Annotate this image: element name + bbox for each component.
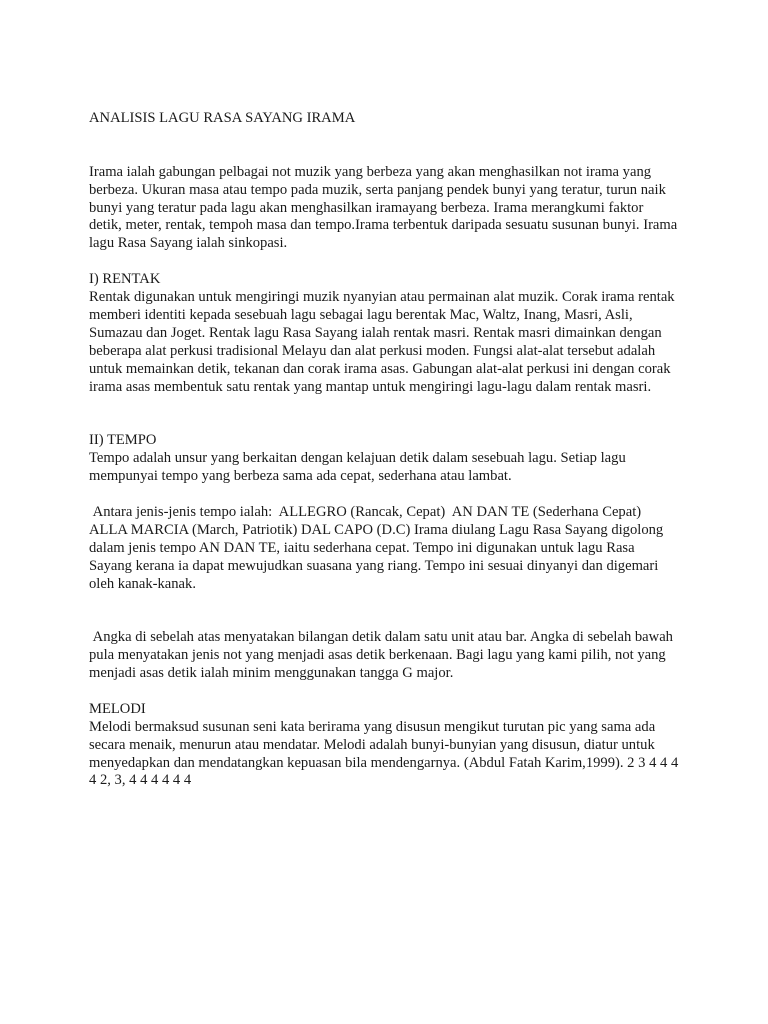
rentak-heading: I) RENTAK bbox=[89, 271, 161, 288]
document-content bbox=[89, 110, 679, 790]
spacer bbox=[89, 486, 679, 504]
spacer bbox=[89, 128, 679, 164]
angka-paragraph: Angka di sebelah atas menyatakan bilangan detik dalam satu unit atau bar. Angka di sebelah bawah pula menyatakan jenis not yang menjadi asas detik berkenaan. Bagi lagu yang kami pilih, not yang menjadi asas detik ialah minim menggunakan tangga G major. bbox=[89, 629, 677, 682]
tempo-types-paragraph: Antara jenis-jenis tempo ialah: ALLEGRO (Rancak, Cepat) AN DAN TE (Sederhana Cepat) ALLA MARCIA (March, Patriotik) DAL CAPO (D.C) Irama diulang Lagu Rasa Sayang digolong dalam jenis tempo AN DAN TE, iaitu sederhana cepat. Tempo ini digunakan untuk lagu Rasa Sayang kerana ia dapat mewujudkan suasana yang riang. Tempo ini sesuai dinyanyi dan digemari oleh kanak-kanak. bbox=[89, 503, 667, 592]
melodi-heading: MELODI bbox=[89, 700, 146, 717]
spacer bbox=[89, 396, 679, 432]
document-title: ANALISIS LAGU RASA SAYANG IRAMA bbox=[89, 110, 356, 126]
spacer bbox=[89, 253, 679, 271]
melodi-paragraph: Melodi bermaksud susunan seni kata berirama yang disusun mengikut turutan pic yang sama ada secara menaik, menurun atau mendatar. Melodi adalah bunyi-bunyian yang disusun, diatur untuk menyedapkan dan mendatangkan kepuasan bila mendengarnya. (Abdul Fatah Karim,1999). 2 3 4 4 4 4 2, 3, 4 4 4 4 4 4 bbox=[89, 718, 679, 789]
intro-paragraph: Irama ialah gabungan pelbagai not muzik yang berbeza yang akan menghasilkan not irama yang berbeza. Ukuran masa atau tempo pada muzik, serta panjang pendek bunyi yang teratur, turun naik bunyi yang teratur pada lagu akan menghasilkan iramayang berbeza. Irama merangkumi faktor detik, meter, rentak, tempoh masa dan tempo.Irama terbentuk daripada sesuatu susunan bunyi. Irama lagu Rasa Sayang ialah sinkopasi. bbox=[89, 163, 678, 252]
tempo-heading: II) TEMPO bbox=[89, 432, 157, 449]
spacer bbox=[89, 683, 679, 701]
rentak-paragraph: Rentak digunakan untuk mengiringi muzik nyanyian atau permainan alat muzik. Corak irama rentak memberi identiti kepada sesebuah lagu sebagai lagu berentak Mac, Waltz, Inang, Masri, Asli, Sumazau dan Joget. Rentak lagu Rasa Sayang ialah rentak masri. Rentak masri dimainkan dengan beberapa alat perkusi tradisional Melayu dan alat perkusi moden. Fungsi alat-alat tersebut adalah untuk memainkan detik, tekanan dan corak irama asas. Gabungan alat-alat perkusi ini dengan corak irama asas membentuk satu rentak yang mantap untuk mengiringi lagu-lagu dalam rentak masri. bbox=[89, 289, 675, 395]
tempo-paragraph: Tempo adalah unsur yang berkaitan dengan kelajuan detik dalam sesebuah lagu. Setiap lagu mempunyai tempo yang berbeza sama ada cepat, sederhana atau lambat. bbox=[89, 450, 626, 485]
spacer bbox=[89, 593, 679, 629]
